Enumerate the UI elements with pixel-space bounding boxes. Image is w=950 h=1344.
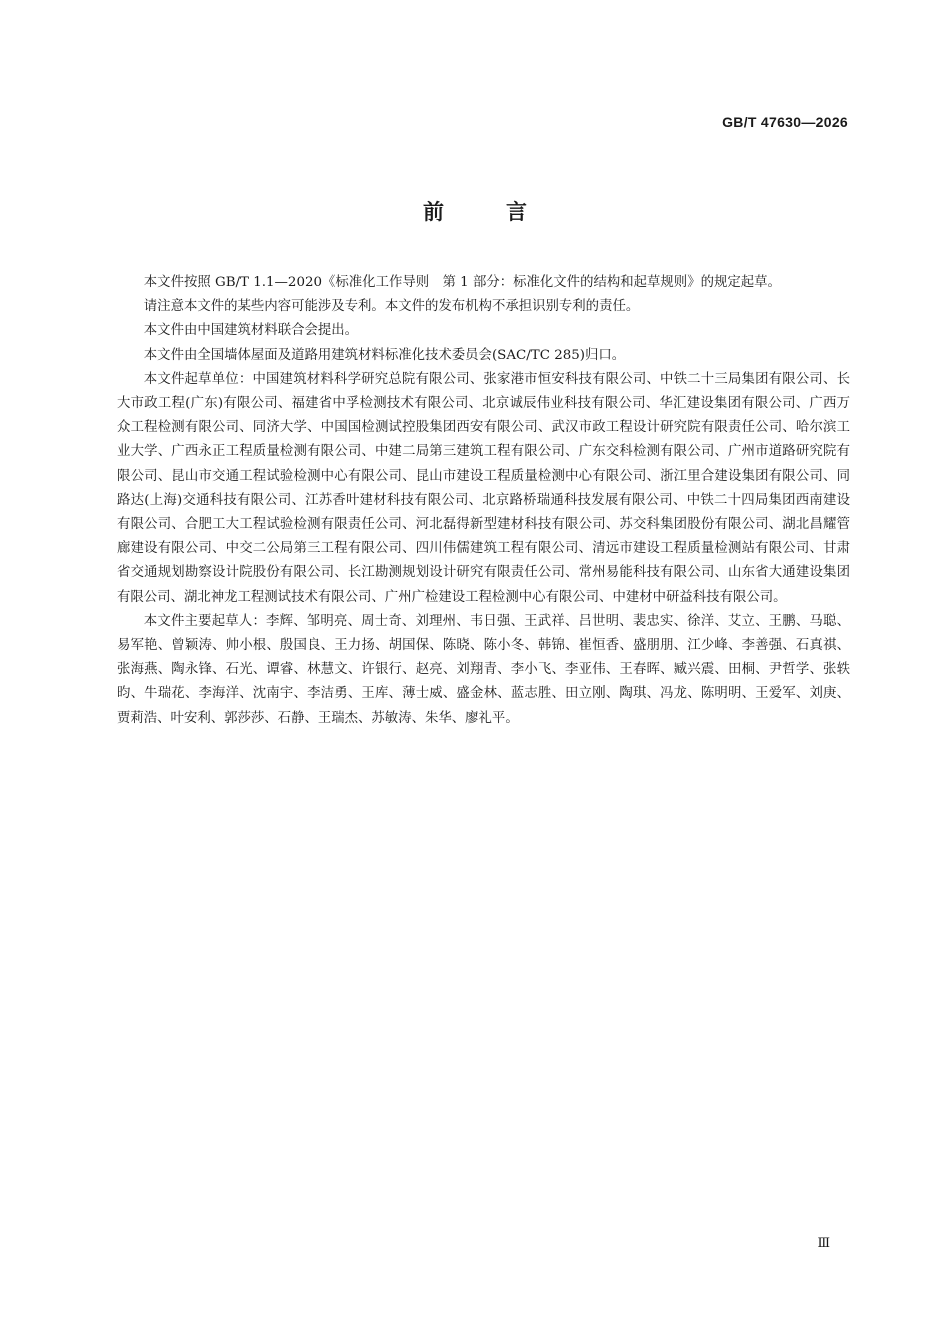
paragraph-proposer: 本文件由中国建筑材料联合会提出。: [143, 323, 359, 339]
paragraph-drafting-units: 本文件起草单位：中国建筑材料科学研究总院有限公司、张家港市恒安科技有限公司、中铁二十三局集团有限公司、长大市政工程(广东)有限公司、福建省中孚检测技术有限公司、北京诚辰伟业科技有限公司、华汇建设集团有限公司、广西万众工程检测有限公司、同济大学、中国国检测试控股集团西安有限公司、武汉市政工程设计研究院有限责任公司、哈尔滨工业大学、广西永正工程质量检测有限公司、中建二局第三建筑工程有限公司、广东交科检测有限公司、广州市道路研究院有限公司、昆山市交通工程试验检测中心有限公司、昆山市建设工程质量检测中心有限公司、浙江里合建设集团有限公司、同路达(上海)交通科技有限公司、江苏香叶建材科技有限公司、北京路桥瑞通科技发展有限公司、中铁二十四局集团西南建设有限公司、合肥工大工程试验检测有限责任公司、河北磊得新型建材科技有限公司、苏交科集团股份有限公司、湖北昌耀管廊建设有限公司、中交二公局第三工程有限公司、四川伟儒建筑工程有限公司、清远市建设工程质量检测站有限公司、甘肃省交通规划勘察设计院股份有限公司、长江勘测规划设计研究有限责任公司、常州易能科技有限公司、山东省大通建设集团有限公司、湖北神龙工程测试技术有限公司、广州广检建设工程检测中心有限公司、中建材中研益科技有限公司。: [117, 371, 850, 605]
paragraph-drafters: 本文件主要起草人：李辉、邹明亮、周士奇、刘理州、韦日强、王武祥、吕世明、裴忠实、徐洋、艾立、王鹏、马聪、易军艳、曾颖涛、帅小根、殷国良、王力扬、胡国保、陈晓、陈小冬、韩锦、崔恒香、盛朋朋、江少峰、李善强、石真祺、张海燕、陶永锋、石光、谭睿、林慧文、许银行、赵亮、刘翔青、李小飞、李亚伟、王春晖、臧兴震、田桐、尹哲学、张轶昀、牛瑞花、李海洋、沈南宇、李洁勇、王库、薄士威、盛金林、蓝志胜、田立刚、陶琪、冯龙、陈明明、王爱军、刘庚、贾莉浩、叶安利、郭莎莎、石静、王瑞杰、苏敏涛、朱华、廖礼平。: [117, 613, 850, 726]
standard-code: GB/T 47630—2026: [722, 114, 848, 130]
foreword-body: [117, 271, 850, 731]
paragraph-committee: 本文件由全国墙体屋面及道路用建筑材料标准化技术委员会(SAC/TC 285)归口。: [143, 347, 626, 363]
page-title: 前言: [423, 200, 589, 224]
paragraph-patent-notice: 请注意本文件的某些内容可能涉及专利。本文件的发布机构不承担识别专利的责任。: [143, 299, 640, 315]
page-number: Ⅲ: [817, 1236, 830, 1251]
paragraph-drafting-rules: 本文件按照 GB/T 1.1—2020《标准化工作导则 第 1 部分：标准化文件的结构和起草规则》的规定起草。: [143, 275, 781, 290]
